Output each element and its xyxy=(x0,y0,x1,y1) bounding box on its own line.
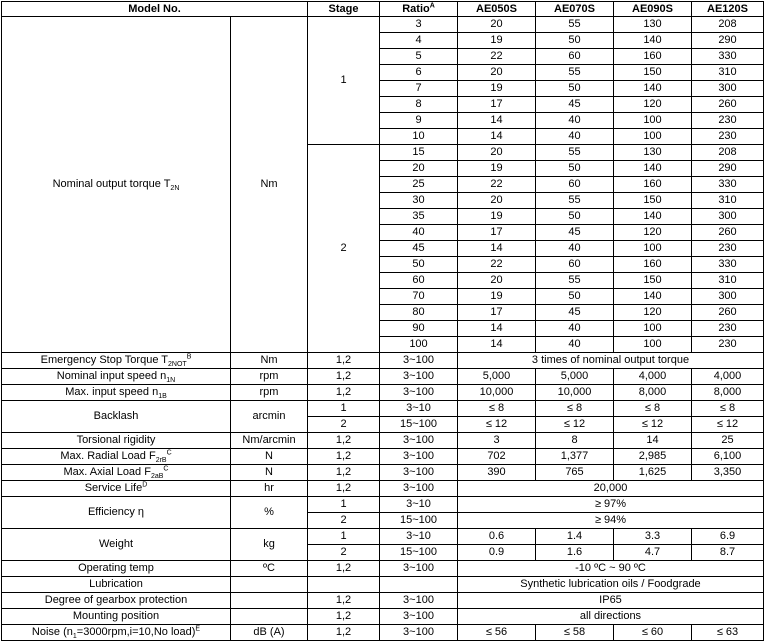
torque-value: 230 xyxy=(692,129,764,145)
nominal-speed-value: 5,000 xyxy=(458,369,536,385)
torque-value: 55 xyxy=(536,193,614,209)
weight-ratio: 3~10 xyxy=(380,529,458,545)
axial-value: 1,625 xyxy=(614,465,692,481)
radial-value: 6,100 xyxy=(692,449,764,465)
radial-value: 1,377 xyxy=(536,449,614,465)
efficiency-value: ≥ 94% xyxy=(458,513,764,529)
backlash-label: Backlash xyxy=(2,401,231,433)
torque-value: 19 xyxy=(458,33,536,49)
torque-section xyxy=(2,17,764,353)
backlash-value: ≤ 12 xyxy=(692,417,764,433)
torque-value: 150 xyxy=(614,193,692,209)
weight-value: 1.4 xyxy=(536,529,614,545)
backlash-ratio: 3~10 xyxy=(380,401,458,417)
torque-value: 14 xyxy=(458,337,536,353)
torque-value: 40 xyxy=(536,129,614,145)
max-speed-row xyxy=(2,385,764,401)
torque-value: 330 xyxy=(692,177,764,193)
backlash-value: ≤ 8 xyxy=(536,401,614,417)
header-stage: Stage xyxy=(308,2,380,17)
torque-value: 230 xyxy=(692,241,764,257)
efficiency-ratio: 3~10 xyxy=(380,497,458,513)
torsional-unit: Nm/arcmin xyxy=(231,433,308,449)
torque-value: 140 xyxy=(614,209,692,225)
torque-value: 19 xyxy=(458,289,536,305)
torque-value: 17 xyxy=(458,97,536,113)
backlash-value: ≤ 12 xyxy=(614,417,692,433)
axial-label: Max. Axial Load $F_{2aB}^C$ xyxy=(2,465,231,481)
torque-ratio: 70 xyxy=(380,289,458,305)
torque-value: 60 xyxy=(536,257,614,273)
weight-unit: kg xyxy=(231,529,308,561)
torque-stage-1: 1 xyxy=(308,17,380,145)
torque-value: 140 xyxy=(614,81,692,97)
noise-row xyxy=(2,625,764,641)
torque-ratio: 50 xyxy=(380,257,458,273)
weight-value: 0.6 xyxy=(458,529,536,545)
nominal-speed-value: 4,000 xyxy=(692,369,764,385)
torque-ratio: 3 xyxy=(380,17,458,33)
torque-value: 55 xyxy=(536,17,614,33)
torque-value: 330 xyxy=(692,49,764,65)
torque-value: 300 xyxy=(692,209,764,225)
torque-value: 140 xyxy=(614,289,692,305)
max-speed-label: Max. input speed $n_{1B}$ xyxy=(2,385,231,401)
torque-ratio: 9 xyxy=(380,113,458,129)
axial-value: 765 xyxy=(536,465,614,481)
weight-value: 0.9 xyxy=(458,545,536,561)
backlash-ratio: 15~100 xyxy=(380,417,458,433)
torque-value: 19 xyxy=(458,161,536,177)
weight-row-1 xyxy=(2,529,764,545)
torque-value: 22 xyxy=(458,177,536,193)
weight-label: Weight xyxy=(2,529,231,561)
torque-value: 290 xyxy=(692,33,764,49)
torsional-value: 3 xyxy=(458,433,536,449)
protection-row xyxy=(2,593,764,609)
torque-value: 22 xyxy=(458,257,536,273)
torque-value: 140 xyxy=(614,33,692,49)
nominal-speed-ratio: 3~100 xyxy=(380,369,458,385)
torque-ratio: 20 xyxy=(380,161,458,177)
torque-label: Nominal output torque $T_{2N}$ xyxy=(2,17,231,353)
service-life-label: Service Life$^D$ xyxy=(2,481,231,497)
torque-ratio: 80 xyxy=(380,305,458,321)
noise-ratio: 3~100 xyxy=(380,625,458,641)
spec-table xyxy=(1,1,764,641)
torque-ratio: 4 xyxy=(380,33,458,49)
weight-value: 3.3 xyxy=(614,529,692,545)
operating-temp-stage: 1,2 xyxy=(308,561,380,577)
emergency-value: 3 times of nominal output torque xyxy=(458,353,764,369)
torsional-ratio: 3~100 xyxy=(380,433,458,449)
service-life-value: 20,000 xyxy=(458,481,764,497)
emergency-unit: Nm xyxy=(231,353,308,369)
torque-ratio: 30 xyxy=(380,193,458,209)
torque-value: 310 xyxy=(692,65,764,81)
header-model-no: Model No. xyxy=(2,2,308,17)
header-model-1: AE050S xyxy=(458,2,536,17)
weight-ratio: 15~100 xyxy=(380,545,458,561)
efficiency-unit: % xyxy=(231,497,308,529)
max-speed-stage: 1,2 xyxy=(308,385,380,401)
lubrication-ratio xyxy=(380,577,458,593)
backlash-value: ≤ 8 xyxy=(614,401,692,417)
torque-value: 290 xyxy=(692,161,764,177)
emergency-stage: 1,2 xyxy=(308,353,380,369)
torque-value: 50 xyxy=(536,161,614,177)
protection-stage: 1,2 xyxy=(308,593,380,609)
torque-value: 310 xyxy=(692,273,764,289)
torque-value: 260 xyxy=(692,305,764,321)
torsional-label: Torsional rigidity xyxy=(2,433,231,449)
torque-value: 40 xyxy=(536,241,614,257)
torque-value: 230 xyxy=(692,113,764,129)
torque-ratio: 25 xyxy=(380,177,458,193)
protection-unit xyxy=(231,593,308,609)
operating-temp-value: -10 ºC ~ 90 ºC xyxy=(458,561,764,577)
torque-value: 100 xyxy=(614,129,692,145)
nominal-speed-unit: rpm xyxy=(231,369,308,385)
torsional-row xyxy=(2,433,764,449)
torque-ratio: 90 xyxy=(380,321,458,337)
emergency-ratio: 3~100 xyxy=(380,353,458,369)
noise-unit: dB (A) xyxy=(231,625,308,641)
torque-unit: Nm xyxy=(231,17,308,353)
noise-label: Noise ($n_1=3000rpm,i=10,No$ load)$^E$ xyxy=(2,625,231,641)
torque-value: 130 xyxy=(614,17,692,33)
torque-value: 20 xyxy=(458,17,536,33)
torque-value: 100 xyxy=(614,321,692,337)
radial-row xyxy=(2,449,764,465)
mounting-row xyxy=(2,609,764,625)
axial-value: 3,350 xyxy=(692,465,764,481)
backlash-stage: 2 xyxy=(308,417,380,433)
radial-label: Max. Radial Load $F_{2rB}^C$ xyxy=(2,449,231,465)
torque-value: 40 xyxy=(536,337,614,353)
backlash-value: ≤ 12 xyxy=(458,417,536,433)
backlash-stage: 1 xyxy=(308,401,380,417)
torque-value: 50 xyxy=(536,289,614,305)
torque-value: 100 xyxy=(614,337,692,353)
mounting-label: Mounting position xyxy=(2,609,231,625)
torque-value: 19 xyxy=(458,81,536,97)
torque-value: 14 xyxy=(458,321,536,337)
lubrication-label: Lubrication xyxy=(2,577,231,593)
torque-value: 160 xyxy=(614,257,692,273)
torque-value: 160 xyxy=(614,177,692,193)
noise-value: ≤ 58 xyxy=(536,625,614,641)
axial-row xyxy=(2,465,764,481)
emergency-label: Emergency Stop Torque $T_{2NOT}^B$ xyxy=(2,353,231,369)
axial-value: 390 xyxy=(458,465,536,481)
torque-value: 45 xyxy=(536,225,614,241)
radial-stage: 1,2 xyxy=(308,449,380,465)
nominal-speed-value: 5,000 xyxy=(536,369,614,385)
header-model-3: AE090S xyxy=(614,2,692,17)
efficiency-ratio: 15~100 xyxy=(380,513,458,529)
torsional-value: 25 xyxy=(692,433,764,449)
max-speed-value: 10,000 xyxy=(536,385,614,401)
torque-value: 100 xyxy=(614,113,692,129)
noise-value: ≤ 63 xyxy=(692,625,764,641)
backlash-row-1 xyxy=(2,401,764,417)
torque-ratio: 35 xyxy=(380,209,458,225)
max-speed-unit: rpm xyxy=(231,385,308,401)
torque-value: 50 xyxy=(536,209,614,225)
axial-ratio: 3~100 xyxy=(380,465,458,481)
torque-value: 260 xyxy=(692,97,764,113)
torsional-value: 14 xyxy=(614,433,692,449)
torque-value: 330 xyxy=(692,257,764,273)
torque-value: 14 xyxy=(458,241,536,257)
service-life-row xyxy=(2,481,764,497)
torque-value: 20 xyxy=(458,193,536,209)
torque-value: 208 xyxy=(692,17,764,33)
spec-section xyxy=(2,353,764,641)
torque-ratio: 45 xyxy=(380,241,458,257)
torque-ratio: 10 xyxy=(380,129,458,145)
torque-value: 150 xyxy=(614,273,692,289)
nominal-speed-label: Nominal input speed $n_{1N}$ xyxy=(2,369,231,385)
torque-ratio: 7 xyxy=(380,81,458,97)
torque-value: 17 xyxy=(458,305,536,321)
max-speed-value: 10,000 xyxy=(458,385,536,401)
backlash-value: ≤ 8 xyxy=(692,401,764,417)
torque-value: 300 xyxy=(692,81,764,97)
torque-value: 14 xyxy=(458,129,536,145)
weight-value: 1.6 xyxy=(536,545,614,561)
protection-value: IP65 xyxy=(458,593,764,609)
torque-value: 120 xyxy=(614,97,692,113)
weight-value: 8.7 xyxy=(692,545,764,561)
lubrication-value: Synthetic lubrication oils / Foodgrade xyxy=(458,577,764,593)
lubrication-unit xyxy=(231,577,308,593)
mounting-stage: 1,2 xyxy=(308,609,380,625)
torque-value: 22 xyxy=(458,49,536,65)
mounting-unit xyxy=(231,609,308,625)
torque-value: 60 xyxy=(536,177,614,193)
radial-value: 702 xyxy=(458,449,536,465)
torque-value: 230 xyxy=(692,337,764,353)
torque-ratio: 6 xyxy=(380,65,458,81)
efficiency-stage: 2 xyxy=(308,513,380,529)
weight-stage: 1 xyxy=(308,529,380,545)
torque-value: 208 xyxy=(692,145,764,161)
torque-ratio: 100 xyxy=(380,337,458,353)
header-model-2: AE070S xyxy=(536,2,614,17)
service-life-stage: 1,2 xyxy=(308,481,380,497)
torque-value: 20 xyxy=(458,273,536,289)
axial-stage: 1,2 xyxy=(308,465,380,481)
max-speed-ratio: 3~100 xyxy=(380,385,458,401)
torque-value: 100 xyxy=(614,241,692,257)
torque-value: 55 xyxy=(536,65,614,81)
torque-ratio: 40 xyxy=(380,225,458,241)
torque-value: 300 xyxy=(692,289,764,305)
radial-unit: N xyxy=(231,449,308,465)
backlash-value: ≤ 12 xyxy=(536,417,614,433)
torque-value: 260 xyxy=(692,225,764,241)
torque-value: 20 xyxy=(458,65,536,81)
torque-value: 19 xyxy=(458,209,536,225)
weight-stage: 2 xyxy=(308,545,380,561)
torque-value: 17 xyxy=(458,225,536,241)
max-speed-value: 8,000 xyxy=(692,385,764,401)
torque-value: 55 xyxy=(536,273,614,289)
torque-value: 50 xyxy=(536,33,614,49)
torque-value: 150 xyxy=(614,65,692,81)
header-ratio: Ratio$^A$ xyxy=(380,2,458,17)
torsional-value: 8 xyxy=(536,433,614,449)
backlash-value: ≤ 8 xyxy=(458,401,536,417)
mounting-value: all directions xyxy=(458,609,764,625)
torque-value: 60 xyxy=(536,49,614,65)
torque-value: 40 xyxy=(536,113,614,129)
torque-value: 120 xyxy=(614,305,692,321)
torque-value: 160 xyxy=(614,49,692,65)
torque-value: 14 xyxy=(458,113,536,129)
operating-temp-row xyxy=(2,561,764,577)
torque-ratio: 60 xyxy=(380,273,458,289)
torque-value: 50 xyxy=(536,81,614,97)
noise-stage: 1,2 xyxy=(308,625,380,641)
efficiency-stage: 1 xyxy=(308,497,380,513)
lubrication-stage xyxy=(308,577,380,593)
radial-ratio: 3~100 xyxy=(380,449,458,465)
nominal-speed-stage: 1,2 xyxy=(308,369,380,385)
torque-value: 55 xyxy=(536,145,614,161)
noise-value: ≤ 60 xyxy=(614,625,692,641)
efficiency-row-1 xyxy=(2,497,764,513)
torque-value: 230 xyxy=(692,321,764,337)
backlash-unit: arcmin xyxy=(231,401,308,433)
max-speed-value: 8,000 xyxy=(614,385,692,401)
torque-stage-2: 2 xyxy=(308,145,380,353)
nominal-speed-value: 4,000 xyxy=(614,369,692,385)
torque-ratio: 8 xyxy=(380,97,458,113)
service-life-ratio: 3~100 xyxy=(380,481,458,497)
nominal-speed-row xyxy=(2,369,764,385)
torque-ratio: 5 xyxy=(380,49,458,65)
torque-row xyxy=(2,17,764,33)
header-model-4: AE120S xyxy=(692,2,764,17)
header-row xyxy=(2,2,764,17)
torque-ratio: 15 xyxy=(380,145,458,161)
torsional-stage: 1,2 xyxy=(308,433,380,449)
efficiency-value: ≥ 97% xyxy=(458,497,764,513)
radial-value: 2,985 xyxy=(614,449,692,465)
torque-value: 40 xyxy=(536,321,614,337)
protection-ratio: 3~100 xyxy=(380,593,458,609)
service-life-unit: hr xyxy=(231,481,308,497)
mounting-ratio: 3~100 xyxy=(380,609,458,625)
noise-value: ≤ 56 xyxy=(458,625,536,641)
operating-temp-ratio: 3~100 xyxy=(380,561,458,577)
operating-temp-unit: ºC xyxy=(231,561,308,577)
weight-value: 6.9 xyxy=(692,529,764,545)
axial-unit: N xyxy=(231,465,308,481)
operating-temp-label: Operating temp xyxy=(2,561,231,577)
torque-value: 45 xyxy=(536,305,614,321)
torque-value: 310 xyxy=(692,193,764,209)
efficiency-label: Efficiency η xyxy=(2,497,231,529)
weight-value: 4.7 xyxy=(614,545,692,561)
protection-label: Degree of gearbox protection xyxy=(2,593,231,609)
torque-value: 120 xyxy=(614,225,692,241)
torque-value: 45 xyxy=(536,97,614,113)
lubrication-row xyxy=(2,577,764,593)
torque-value: 140 xyxy=(614,161,692,177)
torque-value: 20 xyxy=(458,145,536,161)
torque-value: 130 xyxy=(614,145,692,161)
emergency-row xyxy=(2,353,764,369)
